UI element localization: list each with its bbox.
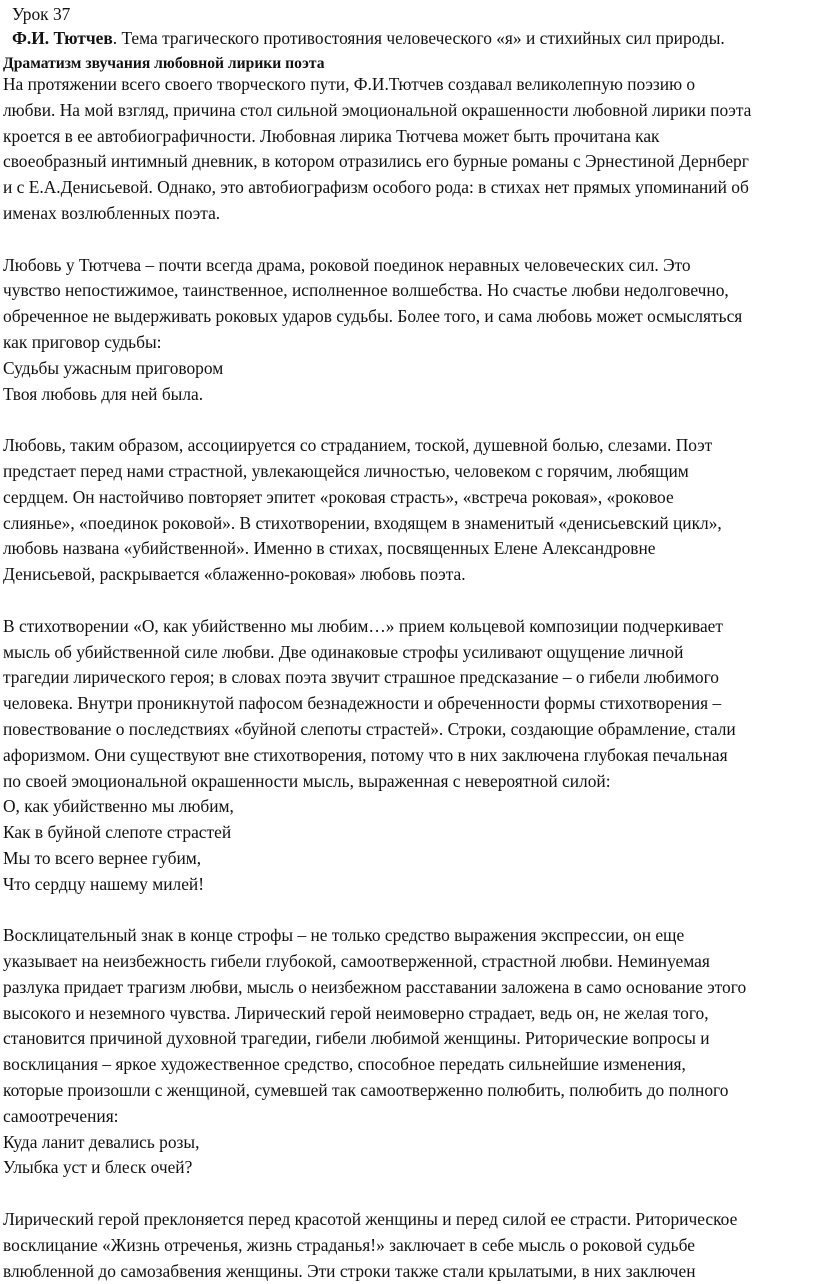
- verse-line: Что сердцу нашему милей!: [3, 873, 205, 894]
- text-line: Любовь, таким образом, ассоциируется со страданием, тоской, душевной болью, слезами. Поэт: [3, 435, 713, 456]
- text-line: обреченное не выдерживать роковых ударов судьбы. Более того, и сама любовь может осмысляться: [3, 306, 743, 327]
- text-line: сердцем. Он настойчиво повторяет эпитет «роковая страсть», «встреча роковая», «роковое: [3, 486, 674, 507]
- verse-line: Твоя любовь для ней была.: [3, 383, 204, 404]
- title-author: Ф.И. Тютчев: [12, 28, 113, 48]
- text-line: самоотречения:: [3, 1105, 119, 1126]
- document-body: [3, 72, 815, 1284]
- verse-line: Улыбка уст и блеск очей?: [3, 1157, 193, 1178]
- text-line: высокого и неземного чувства. Лирический герой неимоверно страдает, ведь он, не желая того,: [3, 1002, 709, 1023]
- text-line: своеобразный интимный дневник, в котором отразились его бурные романы с Эрнестиной Дернберг: [3, 151, 749, 172]
- text-line: чувство непостижимое, таинственное, исполненное волшебства. Но счастье любви недолговечно,: [3, 280, 729, 301]
- paragraph-5: [3, 923, 815, 1181]
- text-line: трагедии лирического героя; в словах поэта звучит страшное предсказание – о гибели любимого: [3, 667, 719, 688]
- text-line: разлука придает трагизм любви, мысль о неизбежном расставании заложена в само основание этого: [3, 976, 747, 997]
- text-line: слиянье», «поединок роковой». В стихотворении, входящем в знаменитый «денисьевский цикл»,: [3, 512, 722, 533]
- text-line: любовь названа «убийственной». Именно в стихах, посвященных Елене Александровне: [3, 538, 656, 559]
- lesson-title: [3, 26, 813, 51]
- paragraph-1: [3, 72, 815, 227]
- text-line: как приговор судьбы:: [3, 331, 162, 352]
- title-topic: . Тема трагического противостояния человеческого «я» и стихийных сил природы.: [112, 28, 725, 48]
- text-line: повествование о последствиях «буйной слепоты страстей». Строки, создающие обрамление, стали: [3, 718, 736, 739]
- text-line: мысль об убийственной силе любви. Две одинаковые строфы усиливают ощущение личной: [3, 641, 684, 662]
- paragraph-4: [3, 614, 815, 898]
- text-line: указывает на неизбежность гибели глубокой, самоотверженной, страстной любви. Неминуемая: [3, 951, 710, 972]
- lesson-subtitle: Драматизм звучания любовной лирики поэта: [3, 55, 325, 72]
- paragraph-2: [3, 253, 815, 408]
- text-line: Восклицательный знак в конце строфы – не только средство выражения экспрессии, он еще: [3, 925, 685, 946]
- paragraph-6: [3, 1207, 815, 1284]
- text-line: по своей эмоциональной окрашенности мысль, выраженная с невероятной силой:: [3, 770, 611, 791]
- verse-line: Мы то всего вернее губим,: [3, 847, 202, 868]
- verse-line: О, как убийственно мы любим,: [3, 796, 234, 817]
- text-line: восклицание «Жизнь отреченья, жизнь страданья!» заключает в себе мысль о роковой судьбе: [3, 1234, 695, 1255]
- lesson-number: Урок 37: [12, 4, 71, 24]
- text-line: Любовь у Тютчева – почти всегда драма, роковой поединок неравных человеческих сил. Это: [3, 254, 691, 275]
- verse-line: Куда ланит девались розы,: [3, 1131, 200, 1152]
- paragraph-3: [3, 433, 815, 588]
- text-line: афоризмом. Они существуют вне стихотворения, потому что в них заключена глубокая печальная: [3, 744, 728, 765]
- text-line: влюбленной до самозабвения женщины. Эти строки также стали крылатыми, в них заключен: [3, 1260, 696, 1281]
- text-line: становится причиной духовной трагедии, гибели любимой женщины. Риторические вопросы и: [3, 1028, 710, 1049]
- text-line: Лирический герой преклоняется перед красотой женщины и перед силой ее страсти. Риторическое: [3, 1209, 738, 1230]
- text-line: восклицания – яркое художественное средство, способное передать сильнейшие изменения,: [3, 1054, 686, 1075]
- verse-line: Судьбы ужасным приговором: [3, 357, 224, 378]
- text-line: кроется в ее автобиографичности. Любовная лирика Тютчева может быть прочитана как: [3, 125, 660, 146]
- verse-line: Как в буйной слепоте страстей: [3, 822, 232, 843]
- text-line: Денисьевой, раскрывается «блаженно-роковая» любовь поэта.: [3, 564, 466, 585]
- text-line: предстает перед нами страстной, увлекающейся личностью, человеком с горячим, любящим: [3, 460, 689, 481]
- text-line: и с Е.А.Денисьевой. Однако, это автобиографизм особого рода: в стихах нет прямых упоминаний об: [3, 177, 749, 198]
- text-line: любви. На мой взгляд, причина стол сильной эмоциональной окрашенности любовной лирики поэта: [3, 99, 752, 120]
- text-line: В стихотворении «О, как убийственно мы любим…» прием кольцевой композиции подчеркивает: [3, 615, 723, 636]
- text-line: человека. Внутри проникнутой пафосом безнадежности и обреченности формы стихотворения –: [3, 693, 722, 714]
- text-line: именах возлюбленных поэта.: [3, 202, 221, 223]
- text-line: которые произошли с женщиной, сумевшей так самоотверженно полюбить, полюбить до полного: [3, 1080, 729, 1101]
- text-line: На протяжении всего своего творческого пути, Ф.И.Тютчев создавал великолепную поэзию о: [3, 74, 696, 94]
